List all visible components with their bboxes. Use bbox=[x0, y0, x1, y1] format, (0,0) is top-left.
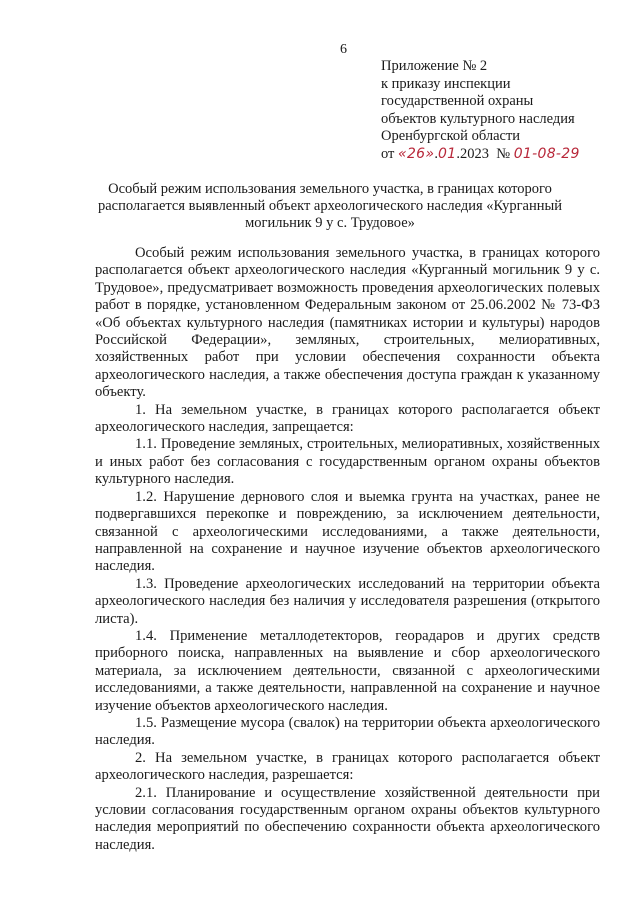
handwritten-month: 01 bbox=[437, 145, 457, 162]
date-year: .2023 bbox=[456, 145, 489, 162]
number-prefix: № bbox=[496, 145, 511, 162]
document-body bbox=[95, 245, 600, 854]
clause-1-4: 1.4. Применение металлодетекторов, георадаров и других средств приборного поиска, направленных на выявление и сбор археологического материала, за исключением деятельности, связанной с археологическими исследованиями, а также деятельности, направленной на сохранение и научное изучение объектов археологического наследия. bbox=[95, 627, 600, 714]
clause-1-3: 1.3. Проведение археологических исследований на территории объекта археологического наследия без наличия у исследователя разрешения (открытого листа). bbox=[95, 575, 600, 627]
section-2-heading: 2. На земельном участке, в границах которого располагается объект археологического наследия, разрешается: bbox=[95, 749, 600, 784]
appendix-header bbox=[381, 58, 580, 163]
clause-1-5: 1.5. Размещение мусора (свалок) на территории объекта археологического наследия. bbox=[95, 714, 600, 749]
order-date-line bbox=[381, 146, 580, 164]
date-prefix: от bbox=[381, 145, 395, 162]
intro-paragraph: Особый режим использования земельного участка, в границах которого располагается объект археологического наследия «Курганный могильник 9 у с. Трудовое», предусматривает возможность проведения археологических полевых работ в порядке, установленном Федеральным законом от 25.06.2002 № 73-ФЗ «Об объектах культурного наследия (памятниках истории и культуры) народов Российской Федерации», земляных, строительных, мелиоративных, хозяйственных работ при условии обеспечения сохранности объекта археологического наследия, а также обеспечения доступа граждан к указанному объекту. bbox=[95, 245, 600, 401]
clause-2-1: 2.1. Планирование и осуществление хозяйственной деятельности при условии согласования государственным органом охраны объектов культурного наследия мероприятий по обеспечению сохранности объекта археологического наследия. bbox=[95, 784, 600, 853]
document-title: Особый режим использования земельного участка, в границах которого располагается выявленный объект археологического наследия «Курганный могильник 9 у с. Трудовое» bbox=[97, 181, 562, 231]
appendix-line: государственной охраны bbox=[381, 93, 534, 109]
handwritten-day: «26» bbox=[398, 145, 435, 162]
page-number: 6 bbox=[340, 42, 347, 57]
appendix-line: объектов культурного наследия bbox=[381, 110, 575, 127]
clause-1-1: 1.1. Проведение земляных, строительных, мелиоративных, хозяйственных и иных работ без согласования с государственным органом охраны объектов культурного наследия. bbox=[95, 436, 600, 488]
date-separator: . bbox=[434, 145, 438, 162]
appendix-line: к приказу инспекции bbox=[381, 75, 511, 92]
appendix-line: Оренбургской области bbox=[381, 128, 521, 144]
clause-1-2: 1.2. Нарушение дернового слоя и выемка грунта на участках, ранее не подвергавшихся перекопке и повреждению, за исключением деятельности, связанной с археологическими исследованиями, а также деятельности, направленной на сохранение и научное изучение объектов археологического наследия. bbox=[95, 488, 600, 575]
appendix-line: Приложение № 2 bbox=[381, 58, 488, 74]
handwritten-order-number: 01-08-29 bbox=[513, 145, 580, 162]
section-1-heading: 1. На земельном участке, в границах которого располагается объект археологического наследия, запрещается: bbox=[95, 401, 600, 436]
